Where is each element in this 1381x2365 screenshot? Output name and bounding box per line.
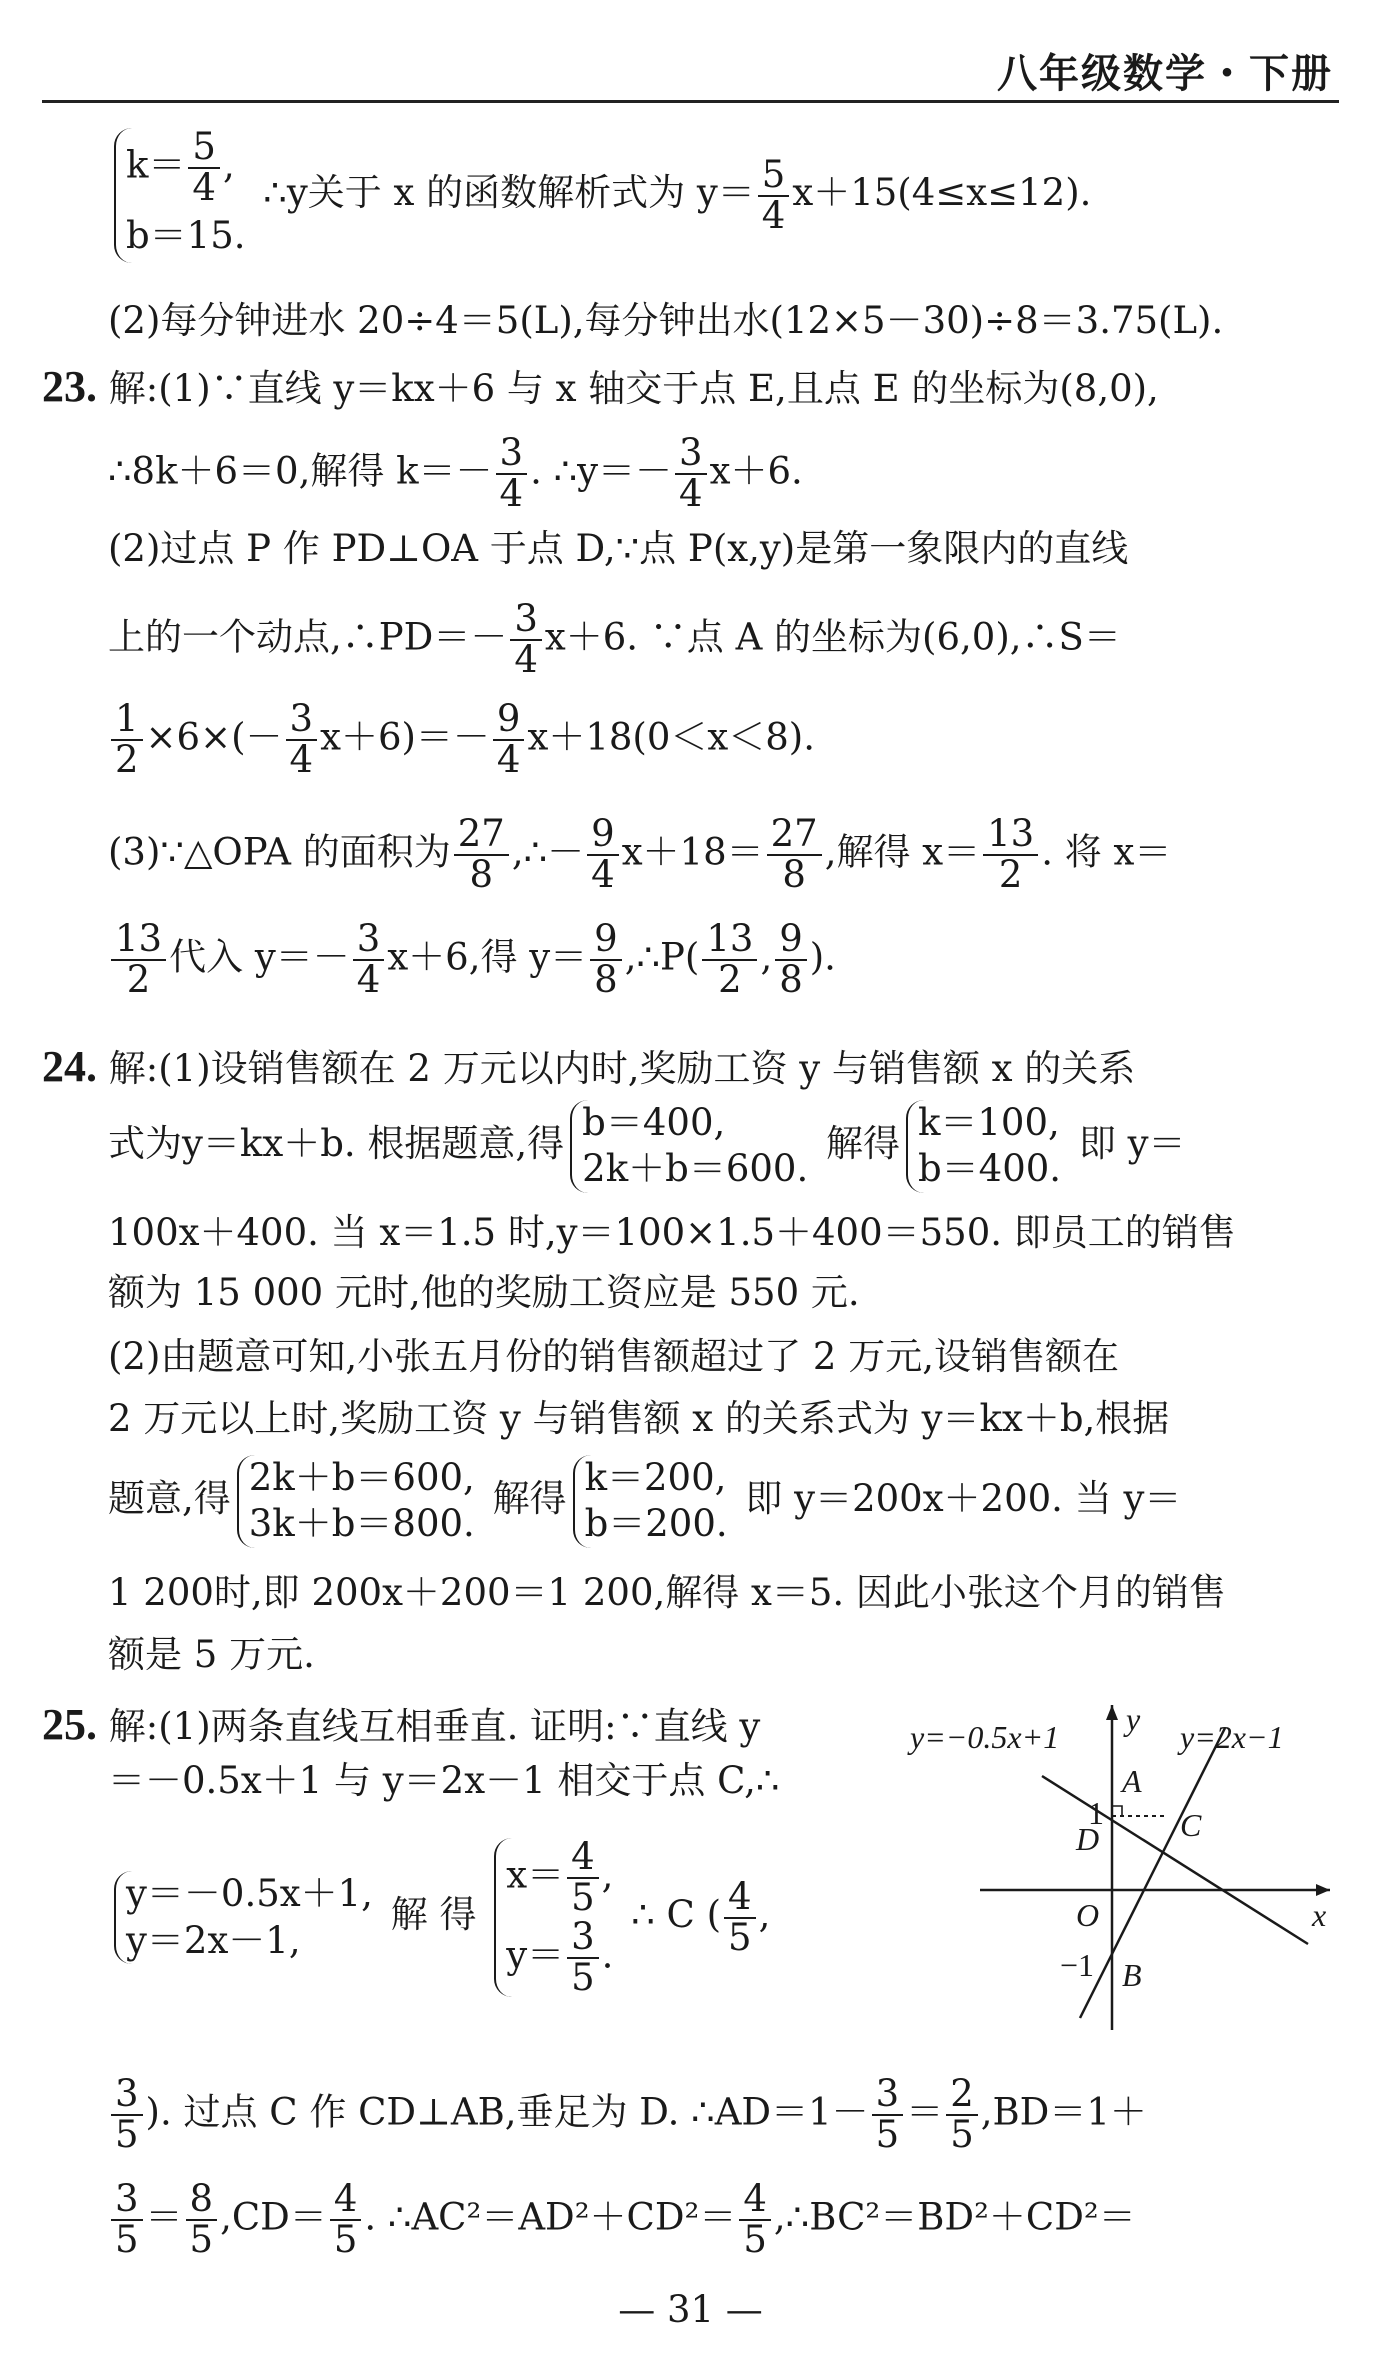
frac-3-4: $\frac{3}{4}$	[496, 434, 528, 514]
label-D: D	[1076, 1821, 1100, 1857]
frac-5-4: $\frac{5}{4}$	[188, 128, 220, 208]
q25-line2: ＝－0.5x＋1 与 y＝2x－1 相交于点 C,∴	[108, 1759, 780, 1802]
frac-3-4: $\frac{3}{4}$	[510, 600, 542, 680]
q22-part2: (2)每分钟进水 20÷4＝5(L),每分钟出水(12×5－30)÷8＝3.75(L).	[108, 299, 1224, 342]
frac-27-8: $\frac{27}{8}$	[454, 815, 509, 895]
frac-4-5: $\frac{4}{5}$	[724, 1878, 756, 1958]
q24-line3: 100x＋400. 当 x＝1.5 时,y＝100×1.5＋400＝550. 即员工的销售	[108, 1211, 1236, 1254]
q23-line2: ∴8k＋6＝0,解得 k＝－ $\frac{3}{4}$ . ∴y＝－ $\frac{3}{4}$ x＋6.	[108, 431, 803, 515]
label-A: A	[1122, 1763, 1142, 1799]
q25-line3: y＝－0.5x＋1, y＝2x－1, 解 得 x＝ $\frac{4}{5}$ , y＝ $\frac{3}{5}$ . ∴ C ( $\frac{4}{5}$ ,	[108, 1838, 770, 1997]
q24-system-3: 2k＋b＝600, 3k＋b＝800.	[237, 1455, 475, 1548]
q24-line5: (2)由题意可知,小张五月份的销售额超过了 2 万元,设销售额在	[108, 1335, 1119, 1378]
y-axis-arrow	[1106, 1705, 1118, 1720]
frac-3-5: $\frac{3}{5}$	[567, 1918, 599, 1998]
q24-system-1: b＝400, 2k＋b＝600.	[570, 1100, 808, 1193]
q25-line5: $\frac{3}{5}$ ＝ $\frac{8}{5}$ ,CD＝ $\frac{4}{5}$ . ∴AC²＝AD²＋CD²＝ $\frac{4}{5}$ ,∴BC²＝BD²＋CD²＝	[108, 2180, 1136, 2260]
right-angle-mark	[1112, 1806, 1122, 1816]
frac-1-2: $\frac{1}{2}$	[111, 700, 143, 780]
frac-9-8: $\frac{9}{8}$	[775, 920, 807, 1000]
q25-line4: $\frac{3}{5}$ ). 过点 C 作 CD⊥AB,垂足为 D. ∴AD＝1－ $\frac{3}{5}$ ＝ $\frac{2}{5}$ ,BD＝1＋	[108, 2075, 1147, 2155]
label-neg1: −1	[1060, 1947, 1095, 1983]
book-title: 八年级数学・下册	[997, 51, 1333, 97]
q23-number: 23.	[42, 362, 97, 411]
q23-line5: $\frac{1}{2}$ ×6×(－ $\frac{3}{4}$ x＋6)＝－ $\frac{9}{4}$ x＋18(0＜x＜8).	[108, 700, 815, 780]
label-line1: y=−0.5x+1	[910, 1719, 1060, 1755]
frac-9-8: $\frac{9}{8}$	[590, 920, 622, 1000]
label-B: B	[1122, 1957, 1142, 1993]
frac-8-5: $\frac{8}{5}$	[186, 2180, 218, 2260]
label-y-axis: y	[1126, 1701, 1141, 1737]
q22-system-line	[108, 125, 1092, 263]
q24-line7: 题意,得 2k＋b＝600, 3k＋b＝800. 解得 k＝200, b＝200. 即 y＝200x＋200. 当 y＝	[108, 1455, 1181, 1548]
frac-13-2: $\frac{13}{2}$	[983, 815, 1038, 895]
frac-3-4: $\frac{3}{4}$	[353, 920, 385, 1000]
q22-conclusion-tail: x＋15(4≤x≤12).	[792, 171, 1092, 215]
q23-line7: $\frac{13}{2}$ 代入 y＝－ $\frac{3}{4}$ x＋6,得 y＝ $\frac{9}{8}$ ,∴P( $\frac{13}{2}$ , $\frac{9}{8}$ ).	[108, 920, 836, 1000]
q22-conclusion: ∴y关于 x 的函数解析式为 y＝	[263, 171, 755, 215]
frac-2-5: $\frac{2}{5}$	[946, 2075, 978, 2155]
label-line2: y=2x−1	[1180, 1719, 1284, 1755]
q25-line1: 25. 解:(1)两条直线互相垂直. 证明:∵直线 y	[42, 1700, 761, 1749]
q23-text: 解:(1)∵直线 y＝kx＋6 与 x 轴交于点 E,且点 E 的坐标为(8,0),	[108, 367, 1159, 410]
frac-9-4: $\frac{9}{4}$	[493, 700, 525, 780]
q25-system-2: x＝ $\frac{4}{5}$ , y＝ $\frac{3}{5}$ .	[494, 1838, 613, 1997]
label-C: C	[1180, 1807, 1202, 1843]
q24-system-4: k＝200, b＝200.	[573, 1455, 728, 1548]
q22-system: k＝ $\frac{5}{4}$ , b＝15.	[114, 128, 246, 263]
q22-sys-b: b＝15.	[126, 213, 246, 257]
q24-number: 24.	[42, 1042, 97, 1091]
frac-13-2: $\frac{13}{2}$	[702, 920, 757, 1000]
frac-5-4: $\frac{5}{4}$	[758, 156, 790, 236]
q23-line6: (3)∵△OPA 的面积为 $\frac{27}{8}$ ,∴－ $\frac{9}{4}$ x＋18＝ $\frac{27}{8}$ ,解得 x＝ $\frac{13}{2}$ . 将 x＝	[108, 812, 1172, 896]
frac-3-4: $\frac{3}{4}$	[286, 700, 318, 780]
q24-line9: 额是 5 万元.	[108, 1633, 315, 1676]
frac-4-5: $\frac{4}{5}$	[739, 2180, 771, 2260]
q23-line3: (2)过点 P 作 PD⊥OA 于点 D,∵点 P(x,y)是第一象限内的直线	[108, 527, 1129, 570]
frac-9-4: $\frac{9}{4}$	[587, 815, 619, 895]
frac-4-5: $\frac{4}{5}$	[330, 2180, 362, 2260]
q24-line1: 24. 解:(1)设销售额在 2 万元以内时,奖励工资 y 与销售额 x 的关系	[42, 1042, 1136, 1091]
label-x-axis: x	[1312, 1897, 1327, 1933]
frac-3-4: $\frac{3}{4}$	[675, 434, 707, 514]
x-axis-arrow	[1316, 1884, 1330, 1896]
frac-3-5: $\frac{3}{5}$	[111, 2075, 143, 2155]
label-1: 1	[1088, 1795, 1104, 1831]
q23-line4: 上的一个动点,∴PD＝－ $\frac{3}{4}$ x＋6. ∵点 A 的坐标为(6,0),∴S＝	[108, 597, 1121, 681]
q24-line4: 额为 15 000 元时,他的奖励工资应是 550 元.	[108, 1271, 860, 1314]
coordinate-graph	[890, 1700, 1330, 2030]
frac-4-5: $\frac{4}{5}$	[567, 1838, 599, 1918]
q22-sys-k: k＝	[126, 143, 186, 187]
frac-27-8: $\frac{27}{8}$	[767, 815, 822, 895]
q25-system-1: y＝－0.5x＋1, y＝2x－1,	[114, 1871, 373, 1964]
label-O: O	[1076, 1897, 1100, 1933]
frac-13-2: $\frac{13}{2}$	[111, 920, 166, 1000]
page-number: — 31 —	[618, 2288, 763, 2331]
q24-system-2: k＝100, b＝400.	[906, 1100, 1061, 1193]
q24-line8: 1 200时,即 200x＋200＝1 200,解得 x＝5. 因此小张这个月的销售	[108, 1571, 1226, 1614]
header-rule	[42, 100, 1339, 103]
frac-3-5: $\frac{3}{5}$	[872, 2075, 904, 2155]
frac-3-5: $\frac{3}{5}$	[111, 2180, 143, 2260]
q23-line1	[42, 362, 1159, 413]
q24-line2: 式为y＝kx＋b. 根据题意,得 b＝400, 2k＋b＝600. 解得 k＝100, b＝400. 即 y＝	[108, 1100, 1185, 1193]
q24-line6: 2 万元以上时,奖励工资 y 与销售额 x 的关系式为 y＝kx＋b,根据	[108, 1397, 1170, 1440]
line-2x-minus-1	[1080, 1728, 1225, 2018]
q25-number: 25.	[42, 1700, 97, 1749]
